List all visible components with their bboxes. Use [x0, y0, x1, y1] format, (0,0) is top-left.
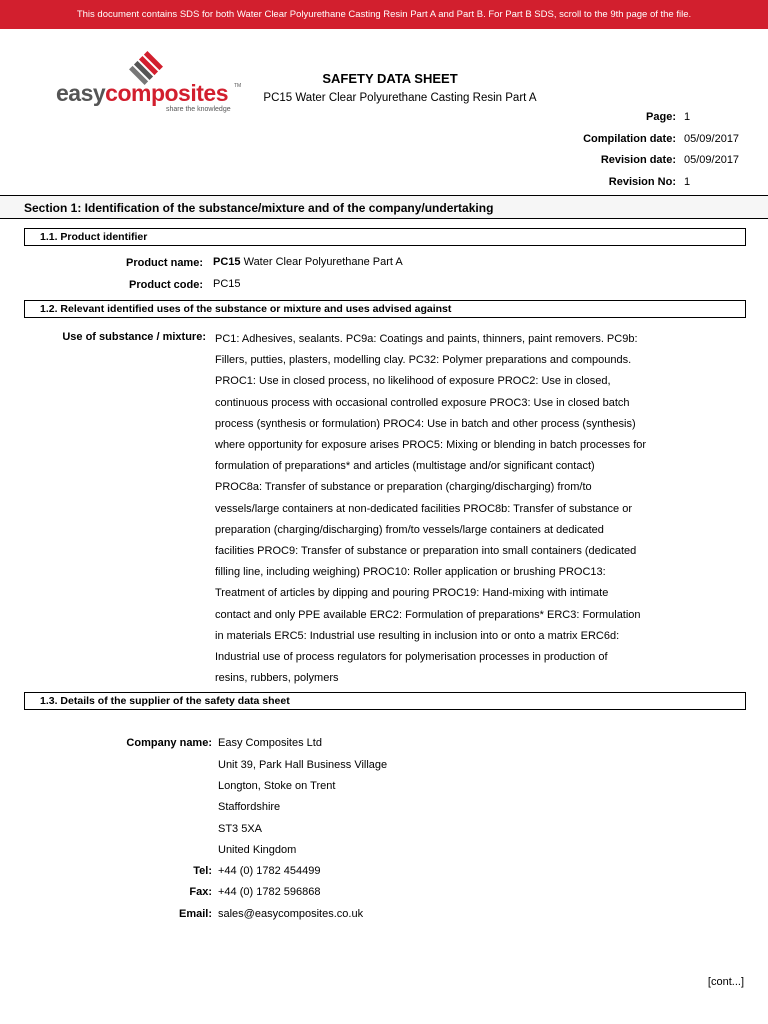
notice-banner-text: This document contains SDS for both Water Clear Polyurethane Casting Resin Part A and Part B. For Part B SDS, scroll to the 9th page of the file.: [76, 9, 692, 20]
company-address-line: Staffordshire: [218, 801, 281, 813]
product-code-value: PC15: [213, 278, 241, 290]
section-1-title: Section 1: Identification of the substance/mixture and of the company/undertaking: [24, 201, 494, 215]
company-address-line: Easy Composites Ltd: [218, 737, 322, 749]
company-address-line: United Kingdom: [218, 844, 297, 856]
company-name-label: Company name:: [126, 737, 212, 749]
subsection-1-3-header: 1.3. Details of the supplier of the safety data sheet: [24, 692, 746, 710]
logo-wordmark: easycomposites: [56, 80, 228, 106]
product-code-label: Product code:: [129, 279, 203, 291]
product-name-value: PC15 Water Clear Polyurethane Part A: [213, 256, 403, 268]
subsection-1-1-header: 1.1. Product identifier: [24, 228, 746, 246]
tel-label: Tel:: [193, 865, 212, 877]
company-address-line: Unit 39, Park Hall Business Village: [218, 759, 388, 771]
company-address-line: Longton, Stoke on Trent: [218, 780, 336, 792]
logo-trademark: TM: [234, 83, 242, 89]
section-1-header: [0, 195, 768, 219]
email-value: sales@easycomposites.co.uk: [218, 908, 364, 920]
notice-banner: [0, 0, 768, 29]
meta-compilation-date: Compilation date: 05/09/2017: [583, 133, 740, 145]
company-logo: [56, 50, 246, 116]
fax-label: Fax:: [189, 886, 212, 898]
meta-page: Page: 1: [646, 111, 691, 123]
fax-value: +44 (0) 1782 596868: [218, 886, 321, 898]
subsection-1-2-header: 1.2. Relevant identified uses of the substance or mixture and uses advised against: [24, 300, 746, 318]
document-title: SAFETY DATA SHEET: [322, 71, 458, 86]
document-subtitle: PC15 Water Clear Polyurethane Casting Resin Part A: [263, 92, 537, 104]
company-address-line: ST3 5XA: [218, 823, 263, 835]
use-of-substance-label: Use of substance / mixture:: [62, 331, 206, 343]
logo-tagline: share the knowledge: [166, 106, 231, 113]
use-of-substance-text: PC1: Adhesives, sealants. PC9a: Coatings and paints, thinners, paint removers. PC9b: Fillers, putties, plasters, modelling clay. PC32: Polymer preparations and compounds. PROC1: Use in closed process, no likelihood of exposure PROC2: Use in closed, continuous process with occasional controlled exposure PROC3: Use in closed batch process (synthesis or formulation) PROC4: Use in batch and other process (synthesis) where opportunity for exposure arises PROC5: Mixing or blending in batch processes for formulation of preparations* and articles (multistage and/or significant contact) PROC8a: Transfer of substance or preparation (charging/discharging) from/to vessels/large containers at non-dedicated facilities PROC8b: Transfer of substance or preparation (charging/discharging) from/to vessels/large containers at dedicated facilities PROC9: Transfer of substance or preparation into small containers (dedicated filling line, including weighing) PROC10: Roller application or brushing PROC13: Treatment of articles by dipping and pouring PROC19: Hand-mixing with intimate contact and only PPE available ERC2: Formulation of preparations* ERC3: Formulation in materials ERC5: Industrial use resulting in inclusion into or onto a matrix ERC6d: Industrial use of process regulators for polymerisation processes in production of resins, rubbers, polymers: [215, 333, 647, 685]
email-label: Email:: [178, 908, 212, 920]
meta-revision-no: Revision No: 1: [608, 176, 691, 188]
meta-revision-date: Revision date: 05/09/2017: [600, 154, 740, 166]
continued-marker: [cont...]: [707, 976, 744, 988]
product-name-label: Product name:: [125, 257, 203, 269]
tel-value: +44 (0) 1782 454499: [218, 865, 321, 877]
